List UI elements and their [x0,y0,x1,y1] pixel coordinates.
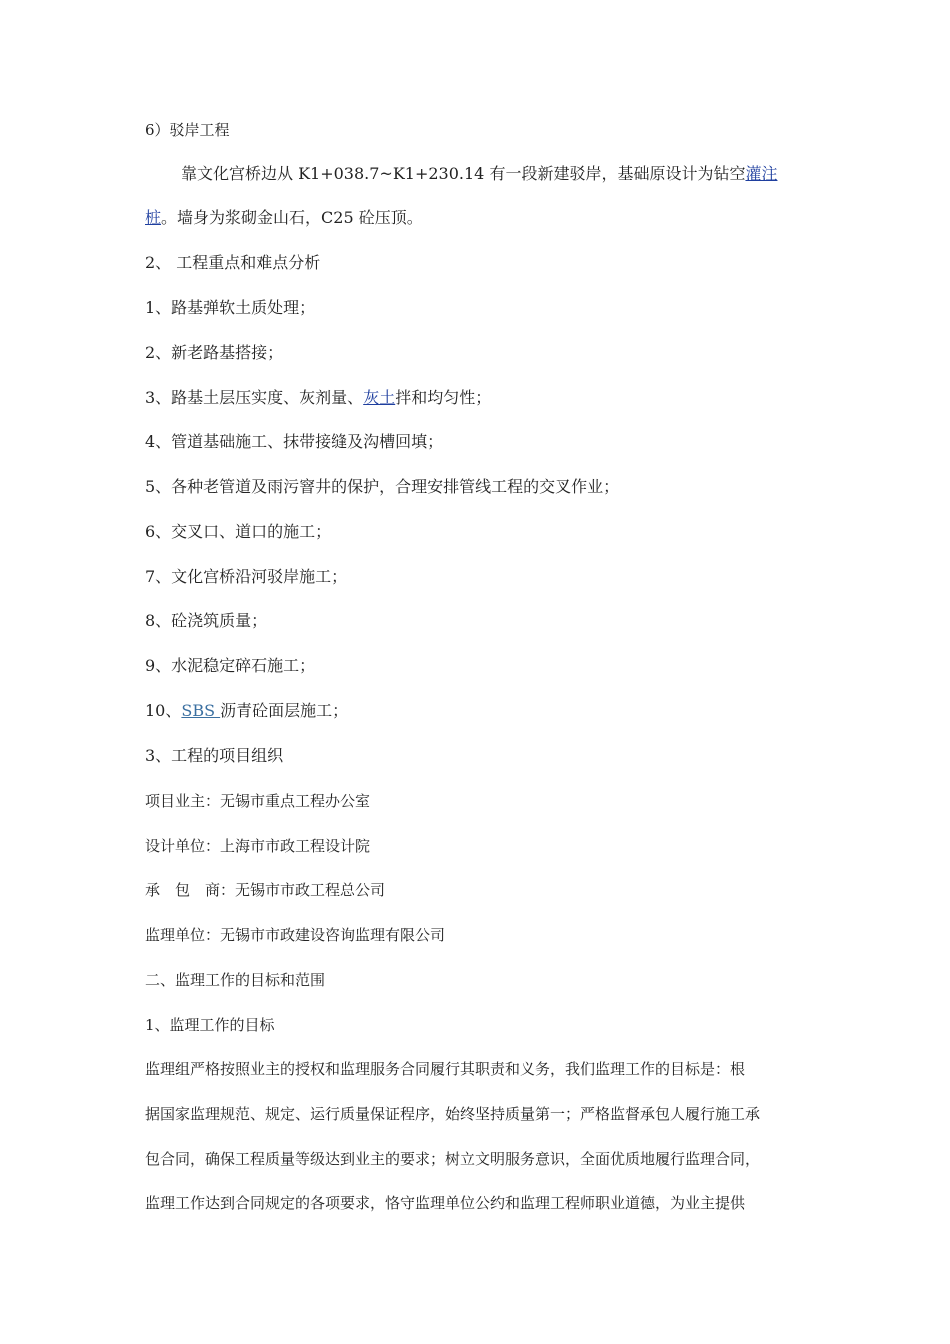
point-9: 9、水泥稳定碎石施工； [145,656,316,675]
link-sbs[interactable]: SBS [181,701,221,720]
point-3-text-end: 拌和均匀性； [395,388,492,407]
point-3 [145,388,491,408]
link-pour-pile-continued[interactable]: 桩 [145,208,162,227]
point-5: 5、各种老管道及雨污窨井的保护，合理安排管线工程的交叉作业； [145,477,620,496]
point-6: 6、交叉口、道口的施工； [145,522,332,541]
subsection-1-title: 1、监理工作的目标 [145,1016,275,1034]
goal-paragraph-line-1: 监理组严格按照业主的授权和监理服务合同履行其职责和义务，我们监理工作的目标是：根 [145,1060,746,1078]
heading-revetment: 6）驳岸工程 [145,121,230,139]
link-pour-pile[interactable]: 灌注 [745,164,778,183]
org-owner: 项目业主：无锡市重点工程办公室 [145,792,371,810]
section-3-title: 3、工程的项目组织 [145,746,284,765]
org-contractor: 承 包 商：无锡市市政工程总公司 [145,881,386,899]
revetment-text-continued: 。墙身为浆砌金山石，C25 砼压顶。 [161,208,423,227]
org-supervisor: 监理单位：无锡市市政建设咨询监理有限公司 [145,926,446,944]
link-lime-soil[interactable]: 灰土 [363,388,396,407]
point-3-text: 3、路基土层压实度、灰剂量、 [145,388,364,407]
point-8: 8、砼浇筑质量； [145,611,268,630]
section-2-title: 2、 工程重点和难点分析 [145,253,321,272]
revetment-text: 靠文化宫桥边从 K1+038.7~K1+230.14 有一段新建驳岸，基础原设计为钻空 [181,164,746,183]
point-4: 4、管道基础施工、抹带接缝及沟槽回填； [145,432,444,451]
point-2: 2、新老路基搭接； [145,343,284,362]
org-designer: 设计单位：上海市市政工程设计院 [145,837,371,855]
revetment-paragraph-line-2 [145,208,423,228]
chapter-2-title: 二、监理工作的目标和范围 [145,971,326,989]
point-10-text: 沥青砼面层施工； [220,701,349,720]
point-1: 1、路基弹软土质处理； [145,298,316,317]
point-7: 7、文化宫桥沿河驳岸施工； [145,567,348,586]
goal-paragraph-line-4: 监理工作达到合同规定的各项要求，恪守监理单位公约和监理工程师职业道德，为业主提供 [145,1194,746,1212]
goal-paragraph-line-2: 据国家监理规范、规定、运行质量保证程序，始终坚持质量第一；严格监督承包人履行施工承 [145,1105,761,1123]
point-10 [145,701,348,721]
point-10-number: 10、 [145,701,182,720]
revetment-paragraph-line-1 [181,164,777,184]
goal-paragraph-line-3: 包合同，确保工程质量等级达到业主的要求；树立文明服务意识，全面优质地履行监理合同， [145,1150,761,1168]
